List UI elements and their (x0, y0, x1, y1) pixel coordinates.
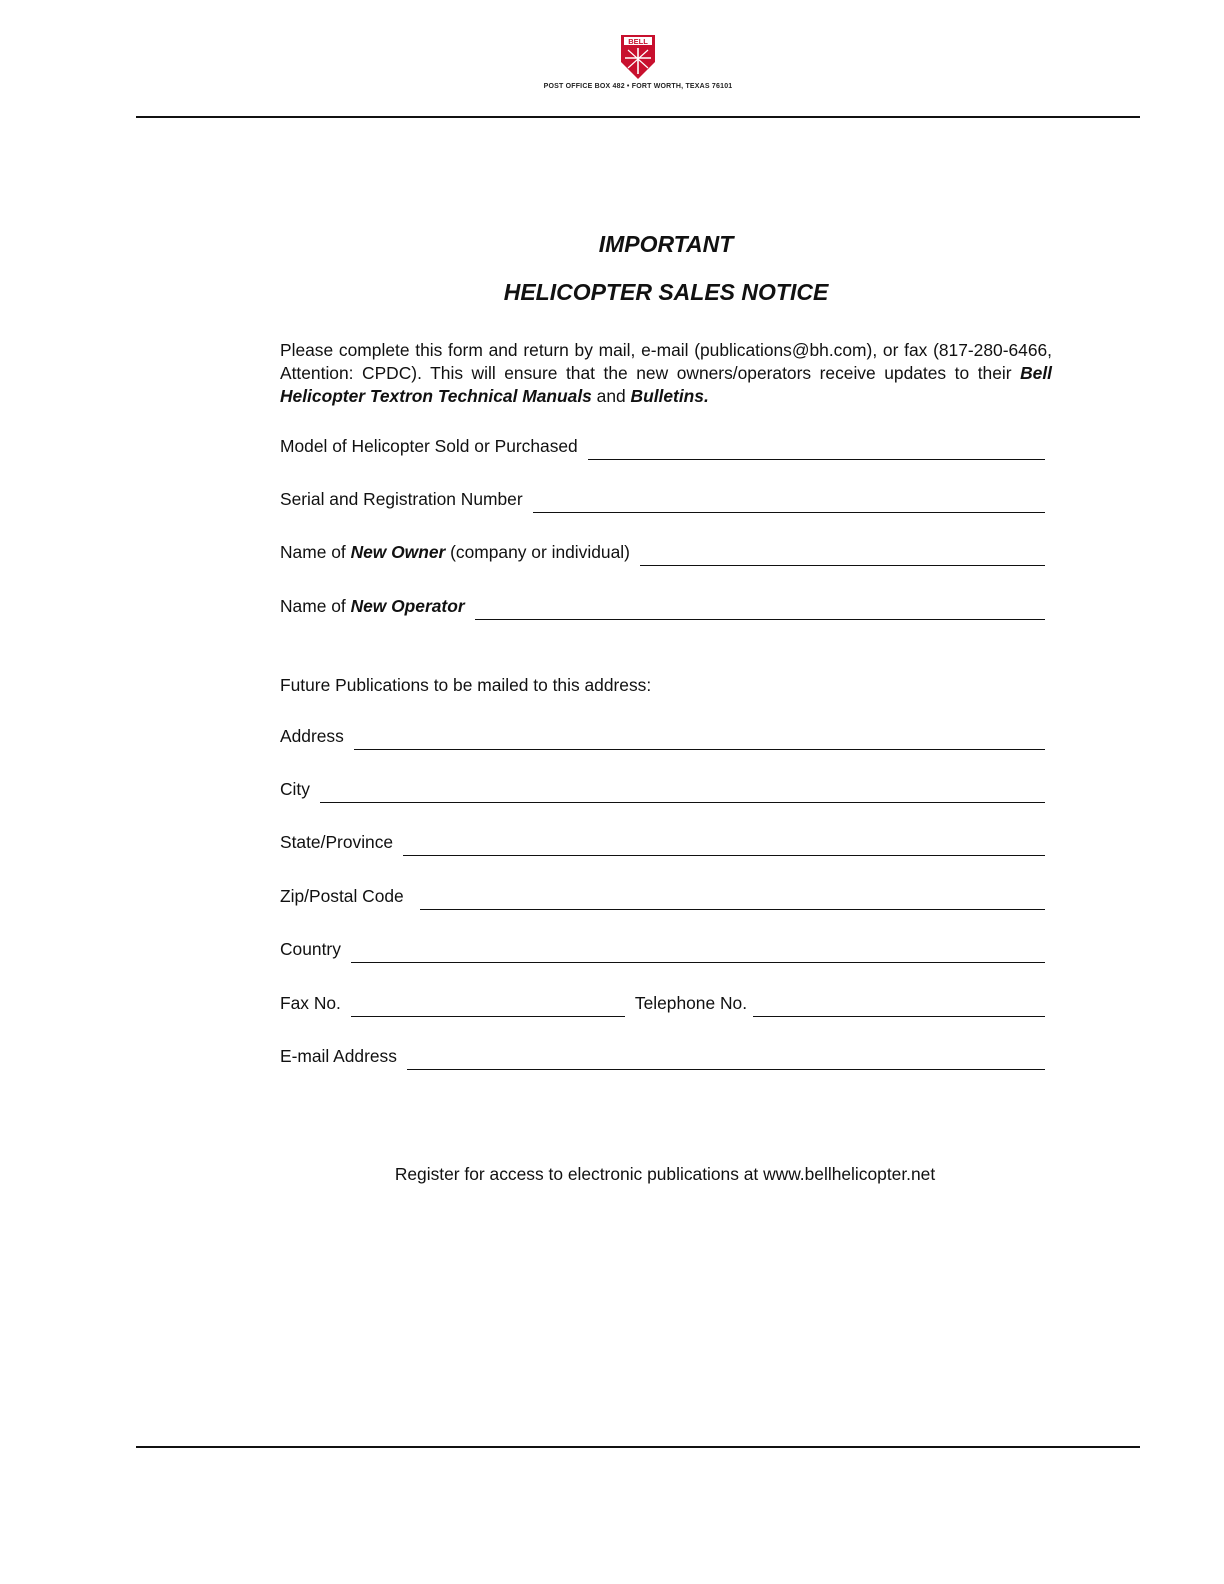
logo-text: BELL (628, 37, 648, 46)
address-label: Address (280, 726, 344, 746)
operator-label-prefix: Name of (280, 596, 351, 616)
model-label: Model of Helicopter Sold or Purchased (280, 436, 578, 456)
owner-label-suffix: (company or individual) (445, 542, 630, 562)
zip-input-line[interactable] (420, 889, 1045, 910)
zip-label: Zip/Postal Code (280, 886, 404, 906)
country-input-line[interactable] (351, 942, 1045, 963)
company-address: POST OFFICE BOX 482 • FORT WORTH, TEXAS 76101 (543, 83, 733, 90)
country-field-row (280, 937, 1045, 963)
header-divider (136, 116, 1140, 118)
intro-emph-manuals: Bell Helicopter Textron Technical Manuals (280, 363, 1052, 406)
operator-input-line[interactable] (475, 599, 1045, 620)
fax-input-line[interactable] (351, 996, 625, 1017)
owner-label-prefix: Name of (280, 542, 351, 562)
city-label: City (280, 779, 310, 799)
city-input-line[interactable] (320, 782, 1045, 803)
bell-logo-icon (620, 34, 656, 80)
intro-paragraph (280, 339, 1052, 408)
state-label: State/Province (280, 832, 394, 852)
telephone-input-line[interactable] (753, 996, 1045, 1017)
telephone-label: Telephone No. (634, 993, 748, 1013)
email-field-row (280, 1044, 1045, 1070)
serial-input-line[interactable] (533, 492, 1045, 513)
country-label: Country (280, 939, 341, 959)
city-field-row (280, 777, 1045, 803)
register-note: Register for access to electronic publications at www.bellhelicopter.net (394, 1164, 936, 1184)
intro-emph-bulletins: Bulletins. (630, 386, 709, 406)
fax-label: Fax No. (280, 993, 341, 1013)
serial-label: Serial and Registration Number (280, 489, 523, 509)
email-input-line[interactable] (407, 1049, 1045, 1070)
owner-field-row (280, 540, 1045, 566)
state-field-row (280, 830, 1045, 856)
state-input-line[interactable] (403, 835, 1045, 856)
zip-field-row (280, 884, 1045, 910)
serial-field-row (280, 487, 1045, 513)
address-input-line[interactable] (354, 729, 1045, 750)
title-sales-notice: HELICOPTER SALES NOTICE (503, 279, 829, 305)
owner-label-emph: New Owner (350, 542, 446, 562)
operator-field-row (280, 594, 1045, 620)
model-input-line[interactable] (588, 439, 1045, 460)
model-field-row (280, 434, 1045, 460)
intro-text-1: Please complete this form and return by mail, e-mail (publications@bh.com), or fax (817-280-6466, Attention: CPDC). This will ensure that the new owners/operators receive updates to their (280, 340, 1052, 383)
operator-label-emph: New Operator (350, 596, 465, 616)
title-important: IMPORTANT (598, 231, 734, 257)
footer-divider (136, 1446, 1140, 1448)
owner-label (280, 542, 630, 566)
owner-input-line[interactable] (640, 545, 1045, 566)
operator-label (280, 596, 465, 620)
address-field-row (280, 724, 1045, 750)
email-label: E-mail Address (280, 1046, 397, 1066)
mail-address-heading: Future Publications to be mailed to this address: (280, 675, 652, 695)
fax-telephone-row (280, 991, 1045, 1017)
intro-text-2: and (591, 386, 631, 406)
